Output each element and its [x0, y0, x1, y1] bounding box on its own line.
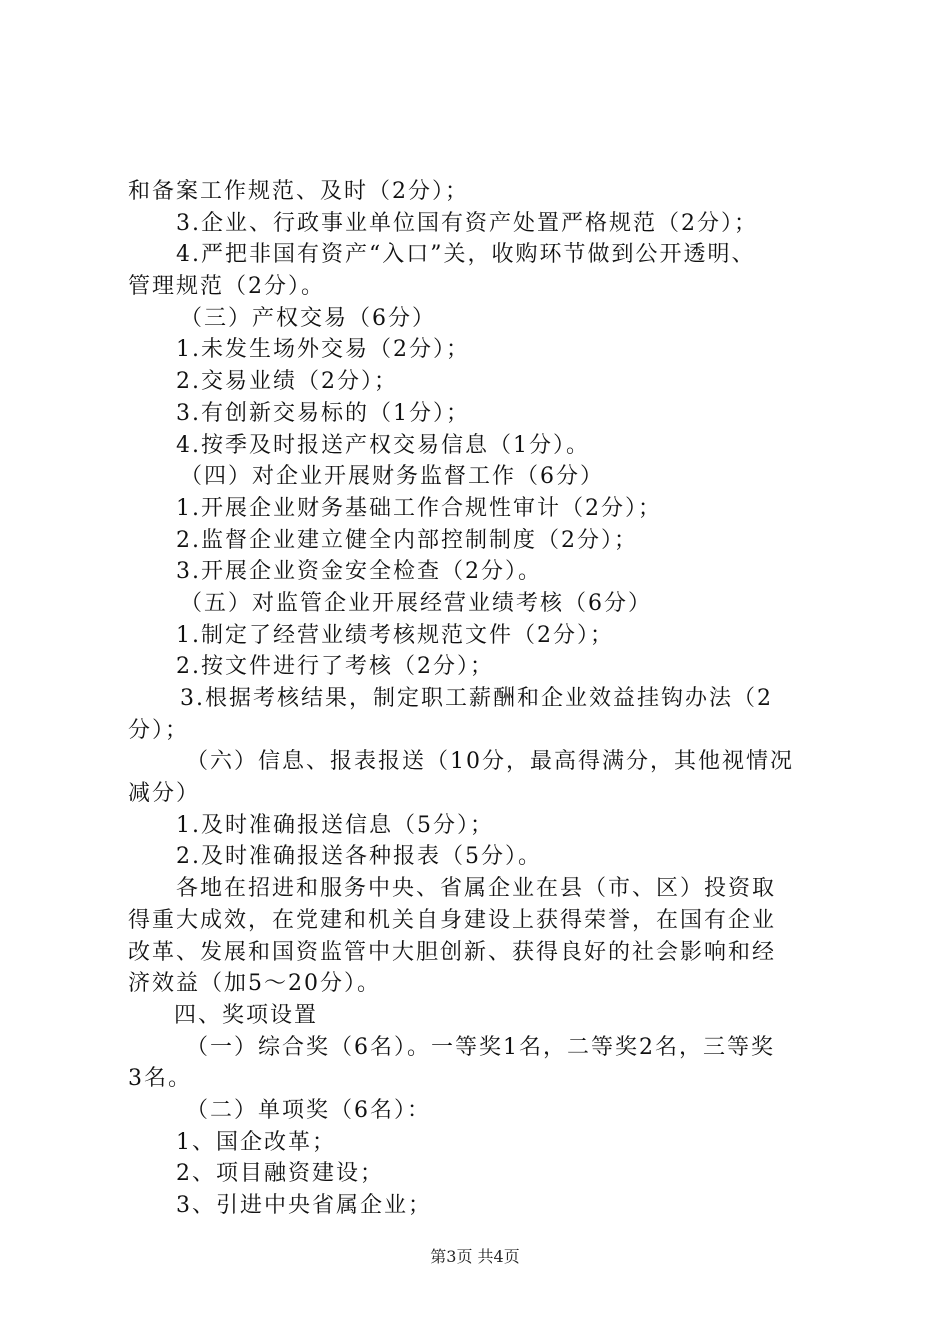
- section-heading: （五）对监管企业开展经营业绩考核（6分）: [180, 590, 652, 616]
- paragraph-line: 各地在招进和服务中央、省属企业在县（市、区）投资取: [176, 876, 777, 902]
- text-line: 管理规范（2分）。: [128, 274, 325, 300]
- text-line: 2.交易业绩（2分）；: [176, 369, 398, 395]
- text-line: 2.及时准确报送各种报表（5分）。: [176, 844, 542, 870]
- document-body: [128, 176, 834, 1222]
- text-line: 2.按文件进行了考核（2分）；: [176, 654, 494, 680]
- list-item: 3、引进中央省属企业；: [176, 1193, 432, 1218]
- text-line: 减分）: [128, 781, 201, 807]
- text-line: 1.未发生场外交易（2分）；: [176, 337, 470, 363]
- text-line: 3.根据考核结果，制定职工薪酬和企业效益挂钩办法（2: [180, 686, 773, 711]
- text-line: 4.按季及时报送产权交易信息（1分）。: [176, 432, 590, 458]
- text-line: 分）；: [128, 717, 190, 743]
- list-item: 1、国企改革；: [176, 1129, 336, 1155]
- text-line: 和备案工作规范、及时（2分）；: [128, 179, 469, 204]
- section-heading: （三）产权交易（6分）: [180, 305, 436, 331]
- text-line: 1.开展企业财务基础工作合规性审计（2分）；: [176, 495, 662, 521]
- text-line: 1.及时准确报送信息（5分）；: [176, 812, 494, 838]
- list-item: 2、项目融资建设；: [176, 1161, 384, 1187]
- section-heading: （二）单项奖（6名）：: [186, 1097, 431, 1123]
- text-line: 3.企业、行政事业单位国有资产处置严格规范（2分）；: [176, 210, 758, 236]
- text-line: （一）综合奖（6名）。一等奖1名，二等奖2名，三等奖: [186, 1034, 775, 1060]
- text-line: 3.开展企业资金安全检查（2分）。: [176, 559, 542, 585]
- page-number-footer: 第3页 共4页: [430, 1247, 520, 1266]
- text-line: 2.监督企业建立健全内部控制制度（2分）；: [176, 527, 638, 553]
- section-heading: （六）信息、报表报送（10分，最高得满分，其他视情况: [186, 749, 794, 775]
- paragraph-line: 改革、发展和国资监管中大胆创新、获得良好的社会影响和经: [128, 939, 777, 965]
- section-heading: （四）对企业开展财务监督工作（6分）: [180, 464, 604, 490]
- text-line: 3名。: [128, 1066, 192, 1092]
- section-heading: 四、奖项设置: [174, 1002, 319, 1028]
- text-line: 1.制定了经营业绩考核规范文件（2分）；: [176, 622, 614, 648]
- paragraph-line: 济效益（加5～20分）。: [128, 971, 381, 997]
- text-line: 3.有创新交易标的（1分）；: [176, 400, 470, 426]
- paragraph-line: 得重大成效，在党建和机关自身建设上获得荣誉，在国有企业: [128, 907, 777, 933]
- text-line: 4.严把非国有资产“入口”关，收购环节做到公开透明、: [176, 242, 756, 268]
